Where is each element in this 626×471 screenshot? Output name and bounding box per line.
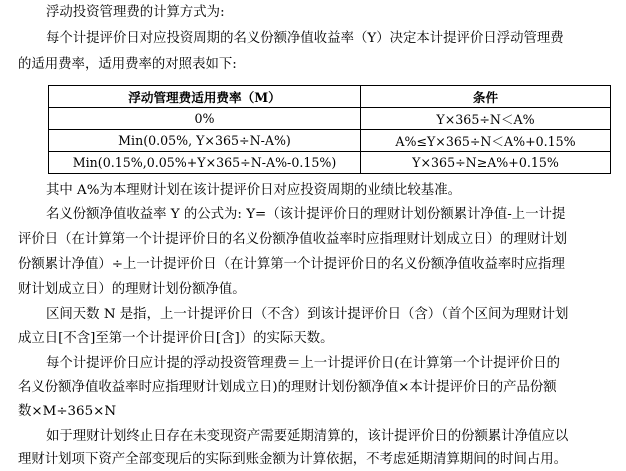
paragraph-yield-line-4: 财计划成立日）的理财计划份额净值。	[18, 282, 246, 297]
paragraph-yield-line-1: 名义份额净值收益率 Y 的公式为: Y=（该计提评价日的理财计划份额累计净值-上一计提	[46, 207, 566, 222]
table-row	[49, 108, 611, 130]
paragraph-liquidation-line-1: 如于理财计划终止日存在未变现资产需要延期清算的，该计提评价日的份额累计净值应以	[46, 429, 569, 444]
intro-line-2: 的适用费率，适用费率的对照表如下:	[18, 57, 237, 72]
header-condition: 条件	[361, 86, 611, 108]
paragraph-days-line-2: 成立日[不含]至第一个计提评价日[含]）的实际天数。	[18, 331, 334, 346]
condition-cell: Y×365÷N＜A%	[361, 108, 611, 130]
condition-cell: A%≤Y×365÷N＜A%+0.15%	[361, 130, 611, 152]
rate-cell: 0%	[49, 108, 361, 130]
rate-cell: Min(0.15%,0.05%+Y×365÷N-A%-0.15%)	[49, 152, 361, 174]
paragraph-benchmark: 其中 A%为本理财计划在该计提评价日对应投资周期的业绩比较基准。	[46, 183, 461, 198]
table-row	[49, 152, 611, 174]
paragraph-fee-line-3: 数×M÷365×N	[18, 404, 117, 419]
condition-cell: Y×365÷N≥A%+0.15%	[361, 152, 611, 174]
paragraph-fee-line-1: 每个计提评价日应计提的浮动投资管理费＝上一计提评价日(在计算第一个计提评价日的	[46, 356, 561, 371]
table-row	[49, 130, 611, 152]
paragraph-fee-line-2: 名义份额净值收益率时应指理财计划成立日)的理财计划份额净值×本计提评价日的产品份额	[18, 380, 557, 395]
paragraph-yield-line-2: 评价日（在计算第一个计提评价日的名义份额净值收益率时应指理财计划成立日）的理财计划	[18, 232, 568, 247]
paragraph-days-line-1: 区间天数 N 是指，上一计提评价日（不含）到该计提评价日（含）（首个区间为理财计划	[46, 307, 569, 322]
paragraph-liquidation-line-2: 理财计划项下资产全部变现后的实际到账金额为计算依据，不考虑延期清算期间的时间占用。	[18, 452, 568, 467]
section-heading: 浮动投资管理费的计算方式为:	[46, 5, 225, 20]
header-rate: 浮动管理费适用费率（M）	[49, 86, 361, 108]
rate-cell: Min(0.05%, Y×365÷N-A%)	[49, 130, 361, 152]
paragraph-yield-line-3: 份额累计净值）÷上一计提评价日（在计算第一个计提评价日的名义份额净值收益率时应指理	[18, 257, 565, 272]
intro-line-1: 每个计提评价日对应投资周期的名义份额净值收益率（Y）决定本计提评价日浮动管理费	[46, 31, 564, 46]
table-header-row	[49, 86, 611, 108]
fee-rate-table	[48, 85, 610, 174]
